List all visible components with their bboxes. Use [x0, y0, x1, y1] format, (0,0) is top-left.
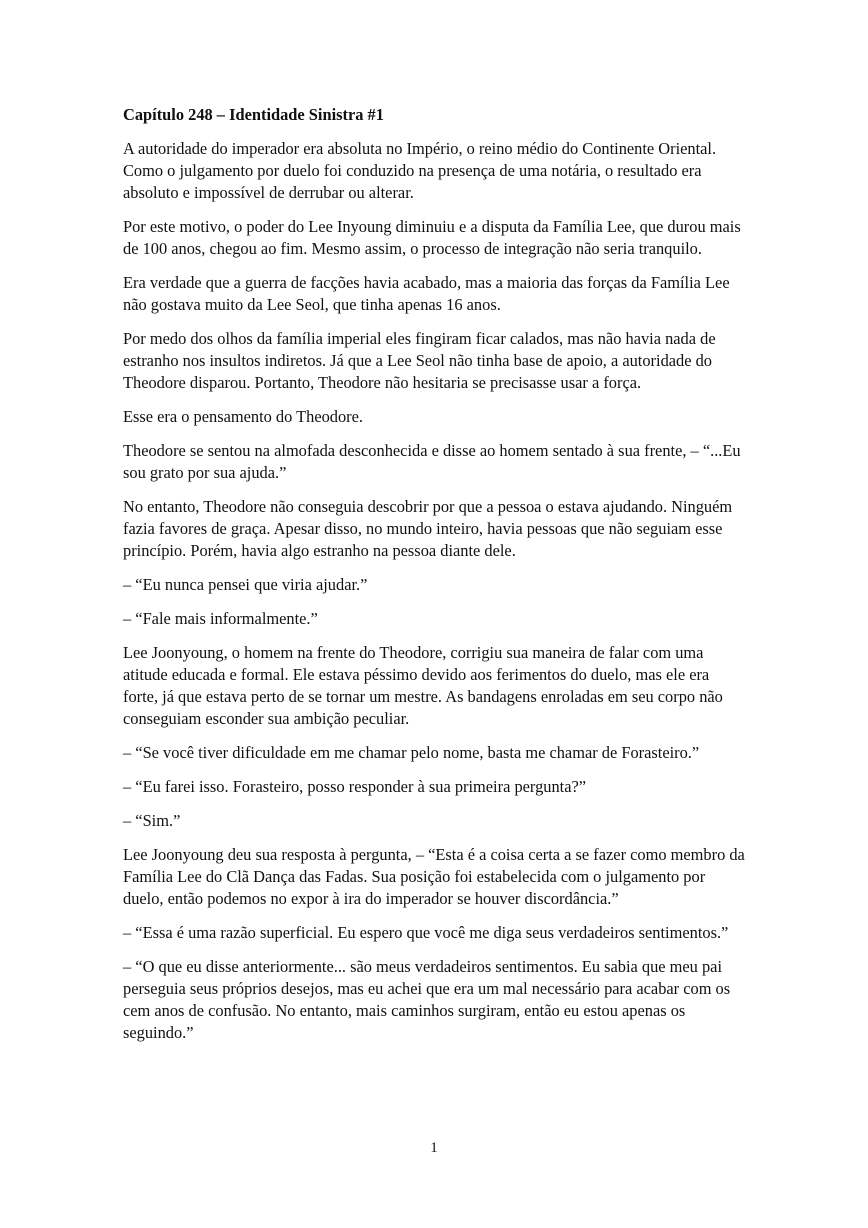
paragraph: Lee Joonyoung deu sua resposta à pergunta, – “Esta é a coisa certa a se fazer como membro da Família Lee do Clã Dança das Fadas. Sua posição foi estabelecida com o julgamento por duelo, então podemos no expor à ira do imperador se houver discordância.” — [123, 845, 745, 908]
document-body — [123, 104, 748, 1056]
dialogue-line: – “Eu farei isso. Forasteiro, posso responder à sua primeira pergunta?” — [123, 777, 587, 796]
dialogue-line: – “Fale mais informalmente.” — [123, 609, 318, 628]
paragraph: Lee Joonyoung, o homem na frente do Theodore, corrigiu sua maneira de falar com uma atitude educada e formal. Ele estava péssimo devido aos ferimentos do duelo, mas ele era forte, já que estava perto de se tornar um mestre. As bandagens enroladas em seu corpo não conseguiam esconder sua ambição peculiar. — [123, 643, 723, 728]
page-number: 1 — [430, 1140, 438, 1156]
dialogue-line: – “Eu nunca pensei que viria ajudar.” — [123, 575, 368, 594]
paragraph: Por medo dos olhos da família imperial eles fingiram ficar calados, mas não havia nada de estranho nos insultos indiretos. Já que a Lee Seol não tinha base de apoio, a autoridade do Theodore disparou. Portanto, Theodore não hesitaria se precisasse usar a força. — [123, 329, 716, 392]
dialogue-line: – “O que eu disse anteriormente... são meus verdadeiros sentimentos. Eu sabia que meu pai perseguia seus próprios desejos, mas eu achei que era um mal necessário para acabar com os cem anos de confusão. No entanto, mais caminhos surgiram, então eu estou apenas os seguindo.” — [123, 957, 731, 1042]
chapter-title: Capítulo 248 – Identidade Sinistra #1 — [123, 105, 384, 124]
dialogue-line: – “Se você tiver dificuldade em me chamar pelo nome, basta me chamar de Forasteiro.” — [123, 743, 700, 762]
paragraph: Por este motivo, o poder do Lee Inyoung diminuiu e a disputa da Família Lee, que durou mais de 100 anos, chegou ao fim. Mesmo assim, o processo de integração não seria tranquilo. — [123, 217, 741, 258]
dialogue-line: – “Essa é uma razão superficial. Eu espero que você me diga seus verdadeiros sentimentos.” — [123, 923, 729, 942]
paragraph: Era verdade que a guerra de facções havia acabado, mas a maioria das forças da Família Lee não gostava muito da Lee Seol, que tinha apenas 16 anos. — [123, 273, 730, 314]
paragraph: Theodore se sentou na almofada desconhecida e disse ao homem sentado à sua frente, – “...Eu sou grato por sua ajuda.” — [123, 441, 741, 482]
paragraph: Esse era o pensamento do Theodore. — [123, 407, 364, 426]
dialogue-line: – “Sim.” — [123, 811, 181, 830]
paragraph: No entanto, Theodore não conseguia descobrir por que a pessoa o estava ajudando. Ninguém fazia favores de graça. Apesar disso, no mundo inteiro, havia pessoas que não seguiam esse princípio. Porém, havia algo estranho na pessoa diante dele. — [123, 497, 733, 560]
paragraph: A autoridade do imperador era absoluta no Império, o reino médio do Continente Oriental. Como o julgamento por duelo foi conduzido na presença de uma notária, o resultado era absoluto e impossível de derrubar ou alterar. — [123, 139, 717, 202]
